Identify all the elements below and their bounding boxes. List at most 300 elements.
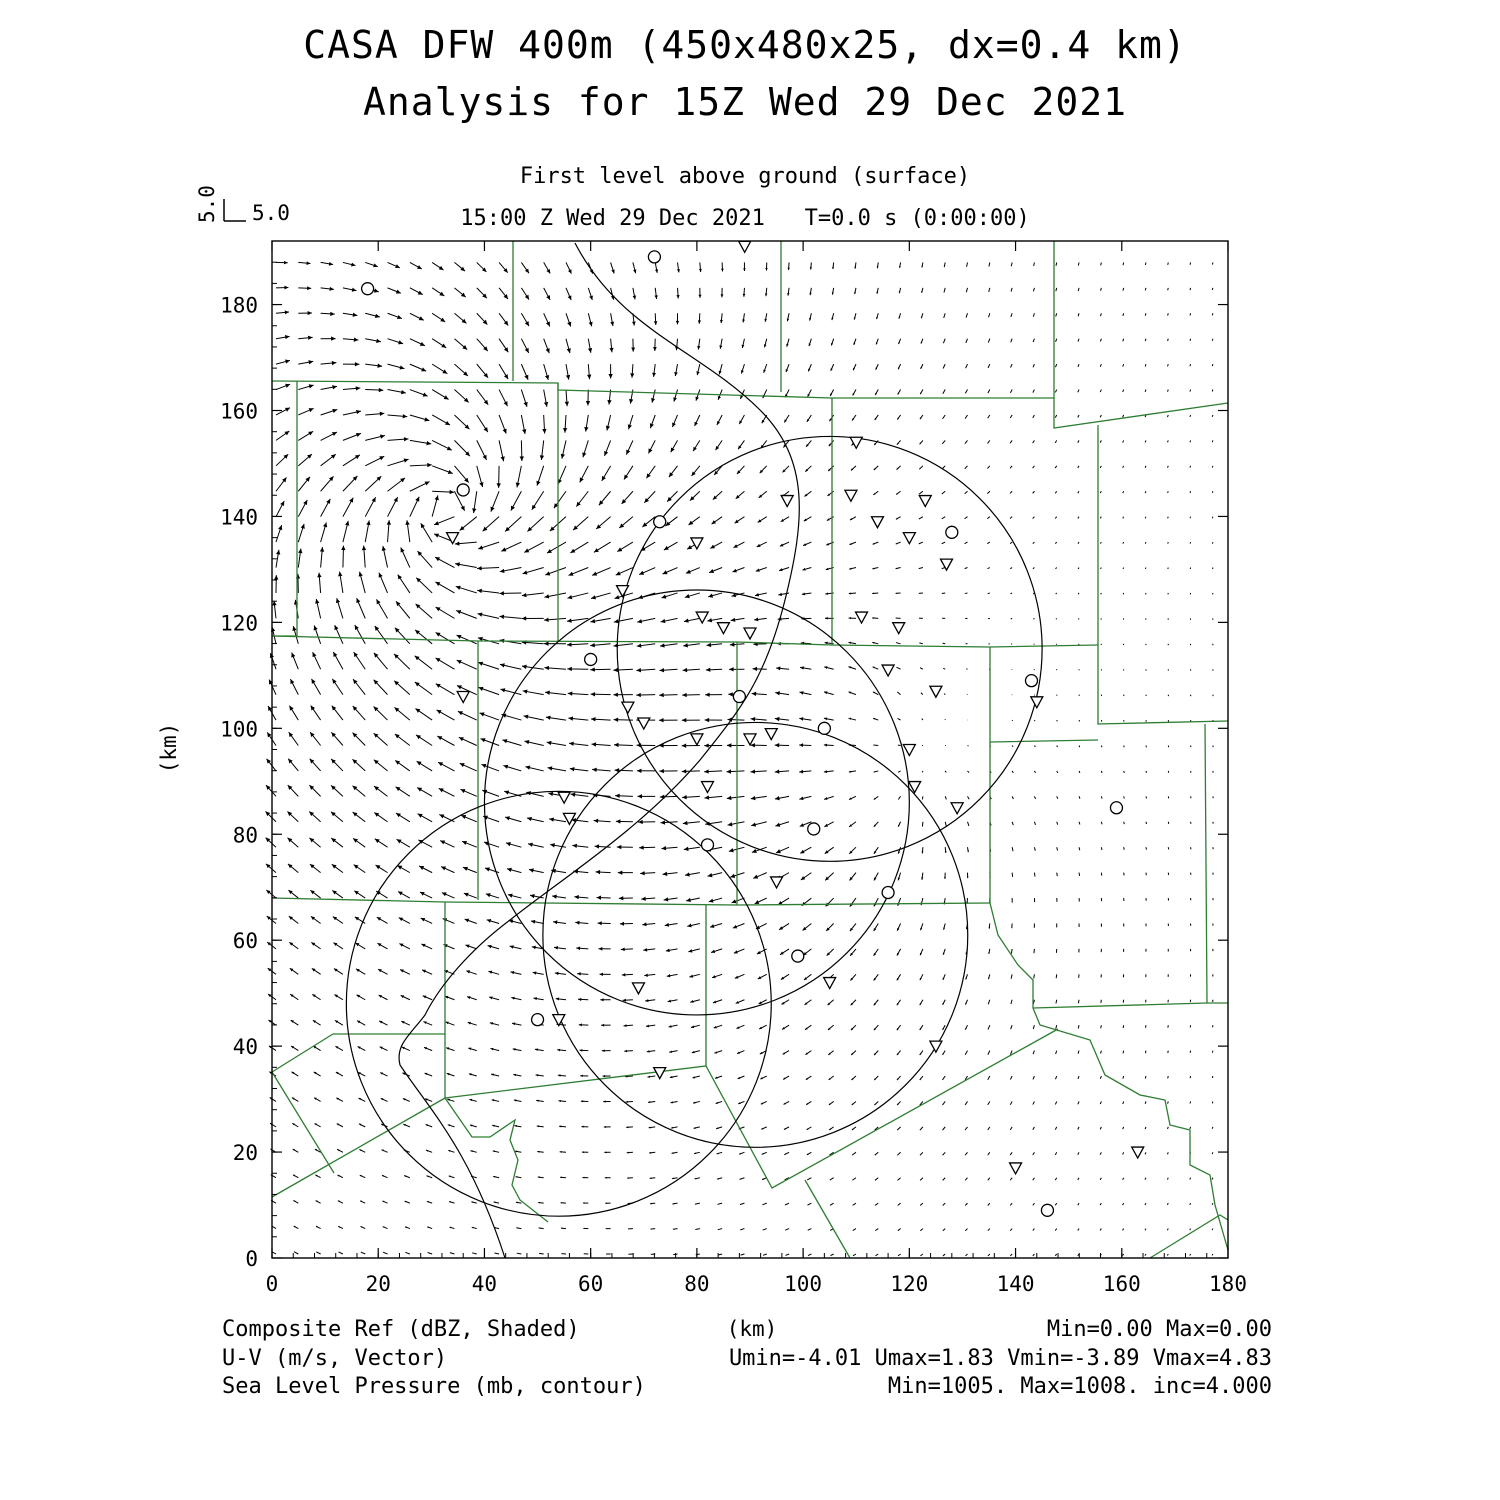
wind-vector — [828, 1051, 833, 1055]
station-circle-marker — [457, 484, 469, 496]
wind-vector — [874, 1051, 878, 1056]
wind-vector — [1167, 1178, 1168, 1180]
wind-vector — [360, 1201, 365, 1203]
wind-vector — [875, 1229, 878, 1231]
wind-vector — [321, 522, 328, 542]
wind-vector — [1078, 1178, 1079, 1180]
wind-vector — [472, 1227, 477, 1229]
wind-vector — [461, 815, 477, 822]
wind-vector — [516, 1202, 521, 1204]
wind-vector — [733, 923, 745, 928]
wind-vector — [1078, 1152, 1079, 1154]
wind-vector — [1101, 822, 1102, 825]
station-triangle-marker — [903, 745, 915, 756]
wind-vector — [988, 1025, 990, 1029]
wind-vector — [753, 873, 767, 879]
wind-vector — [1212, 491, 1213, 493]
wind-vector — [674, 364, 678, 376]
wind-vector — [321, 499, 331, 517]
wind-vector — [650, 415, 655, 428]
wind-vector — [321, 287, 334, 291]
wind-vector — [1010, 542, 1012, 544]
x-tick-label: 160 — [1102, 1272, 1141, 1296]
wind-vector — [1010, 440, 1012, 443]
wind-vector — [685, 593, 700, 598]
wind-vector — [1033, 364, 1034, 367]
wind-vector — [988, 390, 990, 394]
wind-vector — [647, 1050, 655, 1053]
y-tick-label: 0 — [245, 1247, 258, 1271]
wind-vector — [491, 491, 500, 511]
wind-vector — [423, 1021, 432, 1025]
wind-vector — [343, 386, 360, 390]
wind-vector — [741, 364, 745, 373]
wind-vector — [276, 408, 290, 415]
wind-vector — [379, 1021, 387, 1025]
wind-vector — [966, 364, 968, 368]
wind-vector — [499, 390, 507, 407]
wind-vector — [897, 415, 900, 420]
wind-vector — [1078, 1101, 1079, 1104]
wind-vector — [1190, 1178, 1191, 1180]
wind-vector — [434, 517, 454, 526]
wind-vector — [919, 517, 923, 519]
wind-vector — [809, 313, 811, 320]
wind-vector — [1056, 618, 1057, 619]
wind-vector — [661, 846, 677, 850]
wind-vector — [331, 759, 343, 771]
wind-vector — [1123, 1101, 1124, 1104]
wind-vector — [1100, 1127, 1101, 1129]
wind-vector — [756, 568, 767, 572]
wind-vector — [874, 949, 879, 956]
wind-vector — [1079, 847, 1080, 850]
wind-vector — [808, 390, 812, 397]
wind-vector — [1100, 1203, 1101, 1205]
wind-vector — [603, 1100, 610, 1102]
wind-vector — [706, 668, 722, 672]
wind-vector — [737, 1051, 744, 1054]
wind-vector — [639, 845, 655, 849]
wind-vector — [968, 822, 969, 826]
wind-vector — [580, 466, 589, 483]
wind-vector — [311, 706, 321, 721]
wind-vector — [897, 949, 901, 956]
wind-vector — [311, 679, 320, 695]
wind-vector — [605, 1177, 611, 1179]
wind-vector — [343, 262, 356, 266]
wind-vector — [523, 689, 544, 694]
wind-vector — [500, 688, 521, 694]
x-tick-label: 80 — [684, 1272, 710, 1296]
wind-vector — [619, 896, 633, 900]
wind-vector — [696, 1254, 700, 1255]
wind-vector — [644, 491, 655, 503]
wind-vector — [1034, 873, 1035, 877]
wind-vector — [854, 288, 856, 294]
wind-vector — [780, 542, 789, 546]
wind-vector — [808, 364, 811, 371]
wind-vector — [898, 1229, 901, 1231]
x-tick-label: 40 — [471, 1272, 498, 1296]
station-triangle-marker — [781, 496, 793, 507]
subtitle-time: 15:00 Z Wed 29 Dec 2021 T=0.0 s (0:00:00) — [460, 206, 1030, 231]
wind-vector — [646, 1025, 655, 1028]
wind-vector — [544, 593, 566, 599]
wind-vector — [1055, 1178, 1056, 1180]
wind-vector — [378, 969, 388, 974]
wind-vector — [717, 1203, 722, 1204]
station-triangle-marker — [744, 628, 756, 639]
wind-vector — [477, 466, 484, 487]
wind-vector — [499, 364, 508, 379]
wind-vector — [943, 1000, 946, 1005]
wind-vector — [618, 870, 633, 874]
wind-vector — [1010, 593, 1012, 594]
wind-vector — [717, 415, 722, 425]
wind-vector — [775, 743, 789, 747]
wind-vector — [458, 711, 477, 720]
wind-vector — [586, 390, 590, 406]
wind-vector — [315, 1123, 321, 1126]
wind-vector — [1145, 568, 1146, 569]
wind-vector — [1190, 339, 1191, 341]
wind-vector — [455, 562, 477, 567]
wind-vector — [1034, 644, 1035, 645]
wind-vector — [743, 262, 746, 271]
station-circle-marker — [808, 823, 820, 835]
wind-vector — [383, 1226, 388, 1228]
wind-vector — [460, 763, 477, 771]
wind-vector — [736, 1025, 744, 1029]
wind-vector — [354, 865, 366, 873]
wind-vector — [1100, 415, 1101, 417]
wind-vector — [592, 568, 610, 576]
wind-vector — [943, 1203, 945, 1205]
wind-vector — [360, 1226, 365, 1228]
wind-vector — [897, 1000, 901, 1006]
wind-vector — [875, 1203, 878, 1205]
station-circle-marker — [1110, 802, 1122, 814]
wind-vector — [776, 847, 789, 853]
county-boundary — [1098, 425, 1228, 724]
wind-vector — [641, 897, 655, 901]
wind-vector — [716, 1127, 722, 1129]
wind-vector — [831, 313, 833, 320]
wind-vector — [1167, 1203, 1168, 1205]
wind-vector — [463, 867, 477, 873]
wind-vector — [379, 995, 388, 1000]
wind-vector — [423, 996, 432, 1000]
wind-vector — [922, 771, 923, 772]
wind-vector — [582, 1151, 588, 1153]
wind-vector — [852, 1152, 856, 1155]
wind-vector — [920, 923, 923, 930]
station-triangle-marker — [903, 533, 915, 544]
station-triangle-marker — [691, 734, 703, 745]
wind-vector — [965, 1051, 967, 1055]
wind-vector — [598, 921, 611, 925]
wind-vector — [806, 1076, 812, 1080]
wind-vector — [288, 890, 298, 898]
wind-vector — [669, 466, 678, 477]
x-axis — [266, 241, 1247, 1296]
wind-vector — [289, 916, 298, 923]
wind-vector — [1146, 822, 1147, 824]
wind-vector — [377, 943, 387, 949]
wind-vector — [832, 262, 834, 269]
y-tick-label: 120 — [220, 611, 258, 636]
wind-vector — [965, 1229, 967, 1231]
wind-vector — [764, 313, 767, 322]
wind-vector — [711, 949, 722, 953]
wind-vector — [708, 593, 722, 598]
wind-vector — [432, 288, 444, 296]
wind-vector — [621, 947, 633, 951]
wind-vector — [786, 339, 789, 347]
wind-vector — [718, 1229, 722, 1230]
wind-vector — [848, 692, 855, 695]
wind-vector — [742, 339, 745, 348]
wind-vector — [733, 542, 744, 548]
wind-vector — [1078, 1203, 1079, 1205]
wind-vector — [449, 1201, 454, 1203]
station-triangle-marker — [856, 612, 868, 623]
wind-vector — [759, 1025, 767, 1029]
wind-vector — [1034, 746, 1035, 747]
wind-vector — [943, 1229, 945, 1231]
wind-vector — [416, 578, 432, 593]
wind-vector — [874, 847, 878, 854]
wind-vector — [1145, 517, 1146, 519]
wind-vector — [338, 572, 343, 593]
station-triangle-marker — [744, 734, 756, 745]
wind-vector — [436, 632, 455, 643]
wind-vector — [276, 431, 289, 440]
wind-vector — [537, 1151, 543, 1153]
wind-vector — [988, 1178, 990, 1181]
wind-vector — [1212, 1152, 1213, 1154]
wind-vector — [943, 974, 945, 980]
wind-vector — [599, 973, 610, 976]
wind-vector — [1078, 491, 1079, 493]
wind-vector — [1145, 390, 1146, 392]
wind-vector — [920, 668, 923, 670]
wind-vector — [807, 1178, 811, 1180]
wind-vector — [298, 311, 312, 315]
wind-vector — [1123, 466, 1124, 468]
wind-vector — [787, 288, 789, 296]
wind-vector — [684, 847, 700, 851]
wind-vector — [1146, 771, 1147, 773]
wind-vector — [576, 491, 588, 506]
wind-vector — [379, 573, 388, 593]
wind-vector — [402, 1047, 410, 1051]
wind-vector — [644, 974, 655, 977]
wind-vector — [620, 922, 633, 926]
wind-vector — [920, 949, 923, 955]
wind-vector — [388, 288, 401, 294]
wind-vector — [715, 1076, 722, 1079]
wind-vector — [898, 339, 900, 344]
wind-vector — [848, 642, 855, 644]
wind-vector — [376, 599, 387, 618]
wind-vector — [532, 491, 544, 510]
wind-vector — [383, 1252, 387, 1254]
wind-vector — [1056, 1051, 1057, 1054]
wind-vector — [898, 718, 901, 720]
wind-vector — [555, 972, 566, 975]
wind-vector — [622, 491, 633, 504]
wind-vector — [849, 847, 856, 854]
wind-vector — [611, 262, 615, 273]
wind-vector — [1011, 974, 1012, 978]
wind-vector — [920, 1178, 923, 1181]
wind-vector — [851, 1000, 856, 1006]
wind-vector — [694, 1127, 700, 1129]
station-circle-marker — [1041, 1204, 1053, 1216]
wind-vector — [599, 491, 611, 505]
wind-vector — [921, 313, 923, 318]
station-circle-marker — [946, 526, 958, 538]
wind-vector — [421, 523, 432, 542]
wind-vector — [874, 822, 878, 827]
wind-vector — [807, 415, 812, 422]
wind-vector — [432, 495, 439, 516]
wind-vector — [522, 593, 544, 597]
wind-vector — [396, 601, 410, 618]
wind-vector — [332, 679, 343, 695]
wind-vector — [775, 769, 789, 773]
wind-vector — [852, 1178, 856, 1181]
wind-vector — [1055, 517, 1056, 519]
wind-vector — [298, 477, 310, 491]
wind-vector — [714, 1025, 722, 1028]
wind-vector — [727, 743, 745, 747]
wind-vector — [375, 839, 388, 847]
wind-vector — [343, 521, 349, 542]
wind-vector — [582, 440, 588, 457]
wind-vector — [695, 1178, 700, 1180]
wind-vector — [416, 735, 432, 746]
wind-vector — [1078, 1000, 1079, 1003]
county-boundary — [272, 1034, 445, 1072]
wind-vector — [683, 668, 700, 672]
wind-vector — [1100, 390, 1101, 393]
wind-vector — [410, 262, 422, 269]
wind-vector — [920, 1152, 923, 1155]
wind-vector — [311, 916, 321, 923]
wind-vector — [566, 288, 571, 300]
wind-vector — [604, 440, 610, 456]
wind-vector — [633, 288, 637, 300]
wind-vector — [375, 626, 388, 644]
wind-vector — [410, 440, 431, 445]
wind-vector — [804, 517, 812, 521]
wind-vector — [1010, 1229, 1012, 1231]
wind-vector — [920, 1203, 923, 1205]
wind-vector — [1078, 1229, 1079, 1231]
wind-vector — [876, 364, 879, 370]
wind-vector — [272, 601, 276, 619]
wind-vector — [448, 1124, 455, 1126]
wind-vector — [659, 668, 677, 672]
wind-vector — [850, 923, 856, 931]
wind-vector — [276, 477, 286, 491]
wind-vector — [561, 440, 566, 458]
wind-vector — [848, 666, 856, 669]
wind-vector — [1145, 364, 1146, 366]
wind-vector — [337, 1149, 343, 1152]
wind-vector — [545, 691, 566, 695]
county-boundary — [272, 1098, 445, 1197]
wind-vector — [365, 412, 384, 416]
wind-vector — [558, 466, 566, 484]
wind-vector — [920, 1076, 923, 1080]
wind-vector — [353, 706, 366, 720]
wind-vector — [524, 715, 544, 720]
wind-vector — [1033, 390, 1035, 393]
station-triangle-marker — [717, 623, 729, 634]
wind-vector — [432, 390, 448, 400]
wind-vector — [626, 1101, 633, 1103]
wind-vector — [1123, 517, 1124, 519]
wind-vector — [690, 491, 700, 500]
station-triangle-marker — [447, 533, 459, 544]
wind-vector — [292, 1072, 299, 1076]
wind-vector — [448, 1150, 454, 1152]
wind-vector — [353, 679, 365, 695]
wind-vector — [276, 384, 290, 390]
wind-vector — [554, 946, 566, 950]
wind-vector — [897, 1127, 900, 1130]
wind-vector — [500, 568, 522, 573]
wind-vector — [472, 1253, 477, 1254]
wind-vector — [1010, 1101, 1012, 1104]
wind-vector — [1033, 568, 1035, 569]
wind-vector — [343, 362, 359, 366]
wind-vector — [1167, 1152, 1168, 1154]
wind-vector — [781, 1000, 789, 1005]
wind-vector — [290, 679, 298, 695]
wind-vector — [1055, 1127, 1056, 1130]
footer-field1-stats: Min=0.00 Max=0.00 — [1046, 1317, 1272, 1342]
wind-vector — [709, 568, 722, 573]
wind-vector — [1123, 415, 1124, 417]
wind-vector — [418, 814, 433, 822]
station-circle-marker — [818, 722, 830, 734]
wind-vector — [365, 313, 380, 318]
wind-vector — [617, 845, 633, 849]
wind-vector — [321, 361, 337, 365]
wind-vector — [988, 1076, 990, 1080]
wind-vector — [922, 847, 924, 853]
wind-vector — [761, 1127, 766, 1129]
wind-vector — [943, 339, 945, 344]
wind-vector — [486, 893, 499, 898]
wind-vector — [544, 364, 549, 380]
wind-vector — [1168, 339, 1169, 341]
wind-vector — [758, 974, 767, 979]
wind-vector — [310, 864, 321, 873]
wind-vector — [966, 288, 967, 292]
wind-vector — [616, 819, 633, 823]
wind-vector — [898, 1203, 901, 1205]
wind-vector — [808, 1229, 812, 1231]
wind-vector — [704, 795, 722, 799]
wind-vector — [1078, 313, 1079, 316]
wind-vector — [293, 1175, 298, 1178]
